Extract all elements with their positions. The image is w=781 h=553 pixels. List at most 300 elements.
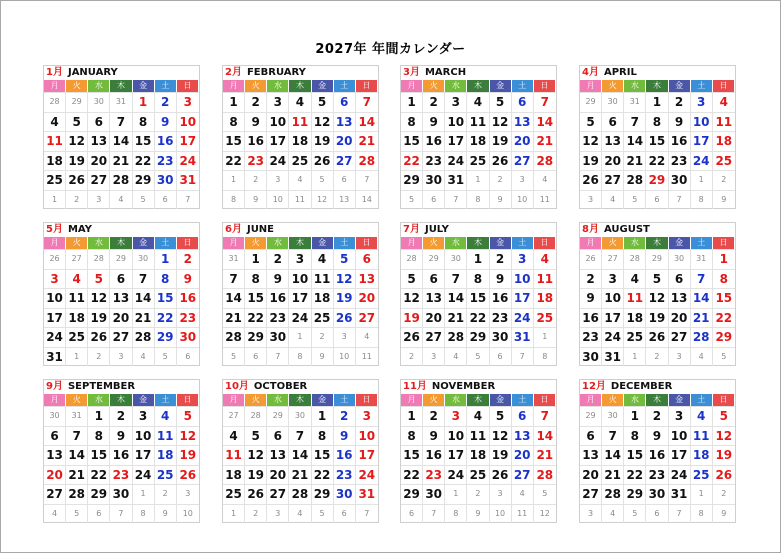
weekday-label: 水 bbox=[88, 394, 110, 406]
week-row bbox=[44, 406, 199, 426]
weekday-label: 月 bbox=[223, 394, 245, 406]
month-header bbox=[223, 66, 380, 80]
day-cell: 4 bbox=[540, 252, 549, 266]
week-row bbox=[580, 504, 735, 524]
month-number: 1月 bbox=[46, 67, 63, 78]
day-cell: 11 bbox=[289, 113, 311, 132]
day-cell: 28 bbox=[691, 328, 713, 347]
month-number: 6月 bbox=[225, 224, 242, 235]
day-cell: 29 bbox=[624, 485, 646, 504]
day-cell: 26 bbox=[401, 328, 423, 347]
adjacent-month-day: 6 bbox=[646, 191, 668, 210]
week-row bbox=[580, 249, 735, 269]
adjacent-month-day: 7 bbox=[669, 191, 691, 210]
adjacent-month-day: 4 bbox=[289, 171, 311, 190]
day-cell: 28 bbox=[66, 485, 88, 504]
weekday-label: 月 bbox=[580, 394, 602, 406]
day-cell: 24 bbox=[133, 466, 155, 485]
day-cell: 13 bbox=[110, 289, 132, 308]
adjacent-month-day: 30 bbox=[445, 250, 467, 269]
weekday-label: 木 bbox=[110, 80, 132, 92]
day-cell: 27 bbox=[512, 466, 534, 485]
day-cell: 9 bbox=[245, 113, 267, 132]
week-row bbox=[580, 327, 735, 347]
week-row bbox=[580, 465, 735, 485]
day-cell: 9 bbox=[580, 289, 602, 308]
week-row bbox=[223, 504, 378, 524]
day-cell: 22 bbox=[88, 466, 110, 485]
day-cell: 8 bbox=[467, 270, 489, 289]
weekday-label: 金 bbox=[490, 237, 512, 249]
day-cell: 27 bbox=[88, 171, 110, 190]
day-cell: 25 bbox=[312, 309, 334, 328]
day-cell: 24 bbox=[44, 328, 66, 347]
day-cell: 23 bbox=[334, 466, 356, 485]
adjacent-month-day: 2 bbox=[467, 485, 489, 504]
day-cell: 12 bbox=[312, 113, 334, 132]
day-cell: 12 bbox=[88, 289, 110, 308]
week-row bbox=[401, 190, 556, 210]
week-row bbox=[223, 308, 378, 328]
weekday-label: 火 bbox=[245, 394, 267, 406]
day-cell: 1 bbox=[401, 407, 423, 426]
week-row bbox=[401, 327, 556, 347]
day-cell: 12 bbox=[490, 427, 512, 446]
day-cell: 6 bbox=[334, 93, 356, 112]
day-cell: 13 bbox=[602, 132, 624, 151]
month-december bbox=[579, 379, 736, 523]
adjacent-month-day: 12 bbox=[539, 508, 550, 518]
weekday-label: 金 bbox=[133, 237, 155, 249]
adjacent-month-day: 10 bbox=[267, 191, 289, 210]
adjacent-month-day: 26 bbox=[580, 250, 602, 269]
adjacent-month-day: 1 bbox=[445, 485, 467, 504]
day-cell: 22 bbox=[467, 309, 489, 328]
weekday-label: 土 bbox=[155, 394, 177, 406]
month-october bbox=[222, 379, 379, 523]
weekday-label: 土 bbox=[334, 237, 356, 249]
adjacent-month-day: 6 bbox=[185, 351, 191, 361]
day-cell: 13 bbox=[423, 289, 445, 308]
day-cell: 14 bbox=[358, 114, 376, 129]
day-cell: 7 bbox=[362, 95, 371, 109]
weekday-label: 月 bbox=[580, 80, 602, 92]
week-row bbox=[580, 190, 735, 210]
day-cell: 19 bbox=[715, 448, 733, 462]
day-cell: 4 bbox=[624, 270, 646, 289]
month-july bbox=[400, 222, 557, 366]
day-cell: 31 bbox=[179, 173, 197, 187]
day-cell: 30 bbox=[646, 485, 668, 504]
week-row bbox=[580, 308, 735, 328]
day-cell: 15 bbox=[715, 291, 733, 305]
adjacent-month-day: 3 bbox=[423, 348, 445, 367]
month-number: 4月 bbox=[582, 67, 599, 78]
day-cell: 20 bbox=[88, 152, 110, 171]
week-row bbox=[44, 249, 199, 269]
day-cell: 20 bbox=[423, 309, 445, 328]
adjacent-month-day: 29 bbox=[110, 250, 132, 269]
day-cell: 23 bbox=[423, 466, 445, 485]
day-cell: 3 bbox=[362, 409, 371, 423]
month-header bbox=[401, 223, 558, 237]
day-cell: 5 bbox=[334, 250, 356, 269]
adjacent-month-day: 3 bbox=[267, 505, 289, 524]
week-row bbox=[580, 269, 735, 289]
weekday-label: 水 bbox=[624, 237, 646, 249]
day-cell: 9 bbox=[490, 270, 512, 289]
weekday-header bbox=[401, 394, 556, 406]
day-cell: 29 bbox=[401, 485, 423, 504]
day-cell: 2 bbox=[646, 407, 668, 426]
week-row bbox=[401, 151, 556, 171]
weekday-label: 月 bbox=[44, 394, 66, 406]
adjacent-month-day: 31 bbox=[110, 93, 132, 112]
day-cell: 4 bbox=[312, 250, 334, 269]
day-cell: 5 bbox=[490, 93, 512, 112]
day-cell: 8 bbox=[719, 271, 728, 286]
week-row bbox=[44, 308, 199, 328]
day-cell: 26 bbox=[490, 152, 512, 171]
day-cell: 28 bbox=[536, 467, 554, 482]
day-grid bbox=[401, 406, 556, 523]
day-cell: 25 bbox=[691, 466, 713, 485]
adjacent-month-day: 1 bbox=[467, 171, 489, 190]
adjacent-month-day: 8 bbox=[542, 351, 548, 361]
day-cell: 17 bbox=[267, 132, 289, 151]
day-cell: 27 bbox=[44, 485, 66, 504]
adjacent-month-day: 2 bbox=[312, 328, 334, 347]
day-cell: 6 bbox=[580, 427, 602, 446]
week-row bbox=[223, 426, 378, 446]
week-row bbox=[401, 249, 556, 269]
day-cell: 25 bbox=[155, 466, 177, 485]
day-cell: 7 bbox=[691, 270, 713, 289]
month-name: AUGUST bbox=[603, 224, 650, 235]
day-cell: 30 bbox=[334, 485, 356, 504]
week-row bbox=[401, 426, 556, 446]
weekday-label: 火 bbox=[423, 394, 445, 406]
month-april bbox=[579, 65, 736, 209]
day-cell: 31 bbox=[44, 348, 66, 367]
day-cell: 26 bbox=[245, 485, 267, 504]
day-cell: 3 bbox=[267, 93, 289, 112]
day-cell: 11 bbox=[467, 113, 489, 132]
month-number: 3月 bbox=[403, 67, 420, 78]
weekday-header bbox=[223, 237, 378, 249]
page-title: 2027年 年間カレンダー bbox=[315, 42, 466, 57]
day-grid bbox=[223, 92, 378, 209]
week-row bbox=[223, 92, 378, 112]
day-cell: 22 bbox=[245, 309, 267, 328]
day-cell: 27 bbox=[423, 328, 445, 347]
day-cell: 18 bbox=[155, 446, 177, 465]
day-cell: 11 bbox=[44, 132, 66, 151]
weekday-label: 日 bbox=[713, 394, 735, 406]
adjacent-month-day: 28 bbox=[88, 250, 110, 269]
day-cell: 2 bbox=[580, 270, 602, 289]
month-name: MARCH bbox=[424, 67, 467, 78]
weekday-label: 月 bbox=[223, 237, 245, 249]
day-cell: 25 bbox=[467, 466, 489, 485]
month-number: 8月 bbox=[582, 224, 599, 235]
day-cell: 12 bbox=[646, 289, 668, 308]
weekday-label: 日 bbox=[177, 237, 199, 249]
day-cell: 2 bbox=[267, 250, 289, 269]
day-cell: 10 bbox=[691, 113, 713, 132]
weekday-label: 日 bbox=[534, 80, 556, 92]
day-cell: 7 bbox=[540, 95, 549, 109]
adjacent-month-day: 7 bbox=[423, 505, 445, 524]
adjacent-month-day: 2 bbox=[245, 505, 267, 524]
day-cell: 5 bbox=[312, 93, 334, 112]
week-row bbox=[44, 170, 199, 190]
day-cell: 8 bbox=[245, 270, 267, 289]
day-cell: 16 bbox=[334, 446, 356, 465]
day-cell: 18 bbox=[715, 134, 733, 148]
month-march bbox=[400, 65, 557, 209]
month-name: MAY bbox=[67, 224, 92, 235]
week-row bbox=[223, 170, 378, 190]
day-cell: 13 bbox=[267, 446, 289, 465]
week-row bbox=[580, 484, 735, 504]
adjacent-month-day: 6 bbox=[490, 348, 512, 367]
day-cell: 6 bbox=[362, 252, 371, 266]
day-cell: 18 bbox=[467, 446, 489, 465]
day-cell: 24 bbox=[602, 328, 624, 347]
month-header bbox=[223, 380, 380, 394]
weekday-label: 水 bbox=[267, 237, 289, 249]
day-cell: 17 bbox=[602, 309, 624, 328]
day-cell: 17 bbox=[358, 448, 376, 462]
day-cell: 28 bbox=[536, 153, 554, 168]
adjacent-month-day: 5 bbox=[223, 348, 245, 367]
adjacent-month-day: 6 bbox=[155, 191, 177, 210]
week-row bbox=[401, 406, 556, 426]
day-cell: 12 bbox=[66, 132, 88, 151]
week-row bbox=[401, 112, 556, 132]
day-cell: 7 bbox=[133, 270, 155, 289]
day-cell: 19 bbox=[245, 466, 267, 485]
adjacent-month-day: 7 bbox=[512, 348, 534, 367]
day-grid bbox=[401, 92, 556, 209]
day-grid bbox=[401, 249, 556, 366]
adjacent-month-day: 4 bbox=[542, 175, 548, 184]
adjacent-month-day: 13 bbox=[334, 191, 356, 210]
adjacent-month-day: 8 bbox=[445, 505, 467, 524]
day-cell: 10 bbox=[512, 270, 534, 289]
day-cell: 22 bbox=[646, 152, 668, 171]
day-cell: 24 bbox=[445, 152, 467, 171]
adjacent-month-day: 9 bbox=[721, 508, 727, 518]
adjacent-month-day: 5 bbox=[133, 191, 155, 210]
day-cell: 7 bbox=[110, 113, 132, 132]
day-cell: 3 bbox=[183, 95, 192, 109]
day-cell: 2 bbox=[423, 93, 445, 112]
day-cell: 3 bbox=[691, 93, 713, 112]
day-cell: 8 bbox=[312, 427, 334, 446]
day-cell: 31 bbox=[602, 348, 624, 367]
weekday-label: 火 bbox=[66, 80, 88, 92]
day-cell: 23 bbox=[580, 328, 602, 347]
day-cell: 1 bbox=[624, 407, 646, 426]
day-cell: 9 bbox=[334, 427, 356, 446]
day-cell: 21 bbox=[624, 152, 646, 171]
adjacent-month-day: 1 bbox=[691, 171, 713, 190]
month-header bbox=[401, 380, 558, 394]
day-cell: 8 bbox=[401, 113, 423, 132]
day-cell: 16 bbox=[267, 289, 289, 308]
adjacent-month-day: 9 bbox=[490, 191, 512, 210]
month-june bbox=[222, 222, 379, 366]
day-cell: 3 bbox=[602, 270, 624, 289]
adjacent-month-day: 1 bbox=[289, 328, 311, 347]
adjacent-month-day: 6 bbox=[88, 505, 110, 524]
day-cell: 29 bbox=[88, 485, 110, 504]
day-cell: 12 bbox=[334, 270, 356, 289]
week-row bbox=[580, 426, 735, 446]
adjacent-month-day: 1 bbox=[44, 191, 66, 210]
day-cell: 14 bbox=[691, 289, 713, 308]
weekday-label: 土 bbox=[691, 394, 713, 406]
adjacent-month-day: 29 bbox=[580, 93, 602, 112]
day-cell: 24 bbox=[289, 309, 311, 328]
weekday-header bbox=[44, 80, 199, 92]
day-cell: 14 bbox=[66, 446, 88, 465]
day-cell: 23 bbox=[267, 309, 289, 328]
adjacent-month-day: 2 bbox=[721, 489, 727, 498]
day-cell: 9 bbox=[646, 427, 668, 446]
day-cell: 1 bbox=[88, 407, 110, 426]
week-row bbox=[223, 151, 378, 171]
day-cell: 29 bbox=[245, 328, 267, 347]
adjacent-month-day: 4 bbox=[364, 332, 370, 341]
adjacent-month-day: 3 bbox=[490, 485, 512, 504]
day-cell: 5 bbox=[66, 113, 88, 132]
weekday-label: 火 bbox=[602, 394, 624, 406]
weekday-label: 金 bbox=[669, 237, 691, 249]
month-name: JULY bbox=[424, 224, 449, 235]
day-cell: 19 bbox=[580, 152, 602, 171]
day-cell: 21 bbox=[536, 448, 554, 462]
week-row bbox=[401, 504, 556, 524]
day-cell: 10 bbox=[602, 289, 624, 308]
day-cell: 9 bbox=[423, 113, 445, 132]
weekday-label: 火 bbox=[423, 80, 445, 92]
week-row bbox=[44, 504, 199, 524]
weekday-label: 水 bbox=[445, 80, 467, 92]
weekday-label: 月 bbox=[401, 80, 423, 92]
day-cell: 4 bbox=[289, 93, 311, 112]
day-cell: 13 bbox=[512, 427, 534, 446]
day-cell: 25 bbox=[536, 310, 554, 325]
adjacent-month-day: 31 bbox=[691, 250, 713, 269]
adjacent-month-day: 9 bbox=[467, 505, 489, 524]
adjacent-month-day: 27 bbox=[223, 407, 245, 426]
adjacent-month-day: 9 bbox=[245, 191, 267, 210]
day-cell: 22 bbox=[624, 466, 646, 485]
month-number: 9月 bbox=[46, 381, 63, 392]
adjacent-month-day: 5 bbox=[312, 505, 334, 524]
weekday-label: 日 bbox=[713, 80, 735, 92]
adjacent-month-day: 30 bbox=[88, 93, 110, 112]
day-cell: 22 bbox=[401, 466, 423, 485]
weekday-label: 金 bbox=[312, 394, 334, 406]
day-cell: 26 bbox=[580, 171, 602, 190]
day-cell: 28 bbox=[602, 485, 624, 504]
day-cell: 26 bbox=[312, 152, 334, 171]
day-cell: 10 bbox=[358, 428, 376, 443]
weekday-label: 火 bbox=[423, 237, 445, 249]
weekday-label: 木 bbox=[289, 80, 311, 92]
month-header bbox=[44, 66, 201, 80]
adjacent-month-day: 1 bbox=[691, 485, 713, 504]
adjacent-month-day: 26 bbox=[44, 250, 66, 269]
day-cell: 18 bbox=[44, 152, 66, 171]
month-number: 5月 bbox=[46, 224, 63, 235]
weekday-label: 水 bbox=[445, 237, 467, 249]
weekday-label: 水 bbox=[624, 80, 646, 92]
week-row bbox=[223, 465, 378, 485]
adjacent-month-day: 11 bbox=[512, 505, 534, 524]
month-header bbox=[44, 223, 201, 237]
adjacent-month-day: 30 bbox=[44, 407, 66, 426]
adjacent-month-day: 3 bbox=[669, 348, 691, 367]
day-cell: 31 bbox=[445, 171, 467, 190]
month-name: SEPTEMBER bbox=[67, 381, 136, 392]
day-cell: 17 bbox=[44, 309, 66, 328]
day-cell: 29 bbox=[715, 330, 733, 344]
adjacent-month-day: 3 bbox=[334, 328, 356, 347]
day-cell: 30 bbox=[267, 328, 289, 347]
day-cell: 8 bbox=[223, 113, 245, 132]
day-cell: 7 bbox=[624, 113, 646, 132]
adjacent-month-day: 11 bbox=[289, 191, 311, 210]
adjacent-month-day: 3 bbox=[185, 489, 191, 498]
adjacent-month-day: 8 bbox=[691, 191, 713, 210]
day-cell: 30 bbox=[669, 171, 691, 190]
month-january bbox=[43, 65, 200, 209]
day-cell: 30 bbox=[423, 485, 445, 504]
day-cell: 15 bbox=[467, 289, 489, 308]
day-cell: 20 bbox=[267, 466, 289, 485]
day-cell: 23 bbox=[669, 152, 691, 171]
day-cell: 15 bbox=[88, 446, 110, 465]
day-cell: 9 bbox=[155, 113, 177, 132]
day-cell: 24 bbox=[358, 467, 376, 482]
adjacent-month-day: 2 bbox=[490, 171, 512, 190]
day-cell: 1 bbox=[245, 250, 267, 269]
day-cell: 9 bbox=[669, 113, 691, 132]
day-cell: 25 bbox=[44, 171, 66, 190]
day-cell: 28 bbox=[289, 485, 311, 504]
day-cell: 19 bbox=[88, 309, 110, 328]
day-cell: 20 bbox=[512, 132, 534, 151]
day-cell: 6 bbox=[110, 270, 132, 289]
day-cell: 7 bbox=[540, 409, 549, 423]
day-cell: 10 bbox=[669, 427, 691, 446]
day-cell: 15 bbox=[155, 289, 177, 308]
weekday-label: 木 bbox=[467, 80, 489, 92]
weekday-label: 火 bbox=[66, 237, 88, 249]
day-cell: 19 bbox=[334, 289, 356, 308]
month-header bbox=[580, 66, 737, 80]
day-cell: 17 bbox=[691, 132, 713, 151]
day-cell: 13 bbox=[88, 132, 110, 151]
day-cell: 12 bbox=[490, 113, 512, 132]
adjacent-month-day: 10 bbox=[334, 348, 356, 367]
day-cell: 16 bbox=[245, 132, 267, 151]
